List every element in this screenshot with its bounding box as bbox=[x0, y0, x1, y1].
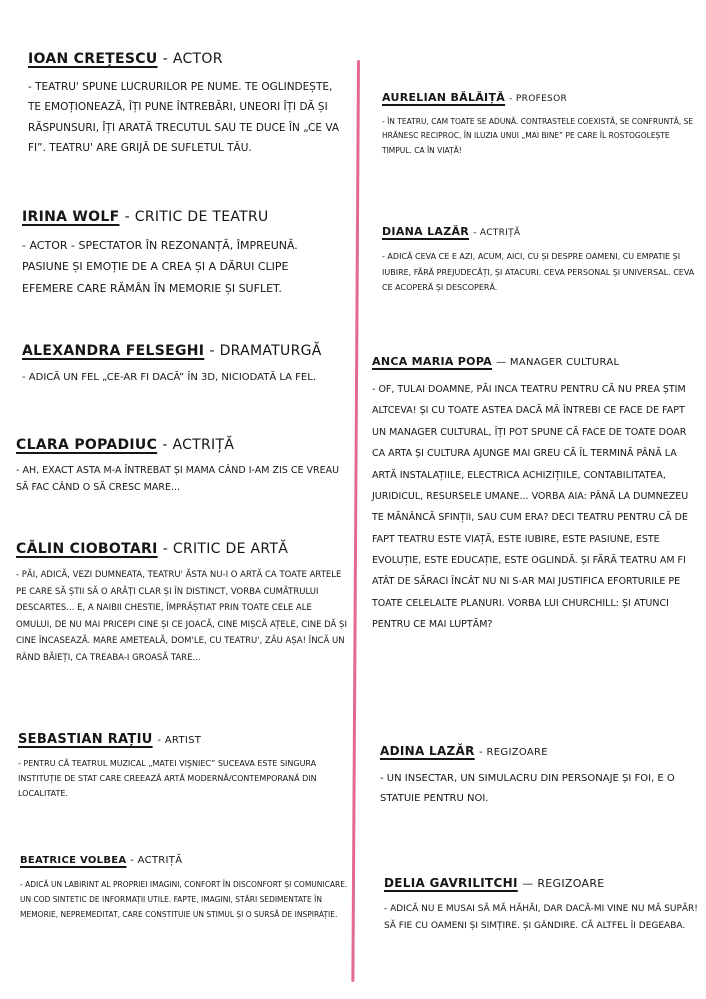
entry-quote: - PENTRU CĂ TEATRUL MUZICAL „MATEI VIŞNIEC” SUCEAVA ESTE SINGURA INSTITUȚIE DE STAT CARE CREEAZĂ ARTĂ MODERNĂ/CONTEMPORANĂ DIN LOCALITATE. bbox=[18, 759, 317, 798]
entry-heading bbox=[28, 51, 223, 67]
entry-heading bbox=[372, 355, 619, 368]
entry-role: - ACTOR bbox=[162, 51, 223, 67]
entry-role: - ACTRIȚĂ bbox=[130, 855, 183, 866]
entry-name: AURELIAN BĂLĂIȚĂ bbox=[382, 91, 506, 104]
entry-sebastian-ratiu bbox=[18, 728, 350, 801]
entry-name: ANCA MARIA POPA bbox=[372, 355, 492, 368]
entry-name: IOAN CREȚESCU bbox=[28, 51, 158, 67]
entry-heading bbox=[382, 91, 567, 104]
entry-calin-ciobotari bbox=[16, 538, 348, 666]
entry-delia-gavrilitchi bbox=[384, 872, 698, 934]
entry-name: SEBASTIAN RAȚIU bbox=[18, 732, 153, 747]
entry-quote: - ÎN TEATRU, CAM TOATE SE ADUNĂ. CONTRASTELE COEXISTĂ, SE CONFRUNTĂ, SE HRĂNESC RECIPROC, ÎN ILUZIA UNUI „MAI BINE” PE CARE ÎL ROSTOGOLEȘTE TIMPUL. CA ÎN VIAȚĂ! bbox=[382, 117, 694, 155]
entry-quote: - PĂI, ADICĂ, VEZI DUMNEATA, TEATRU' ĂSTA NU-I O ARTĂ CA TOATE ARTELE PE CARE SĂ ȘTII SĂ O ARĂȚI CLAR ȘI ÎN DISTINCT, VORBA CUMĂTRULUI DESCARTES... E, A NAIBII CHESTIE, ÎMPRĂȘTIAT PRIN TOATE CELE ALE OMULUI, DE NU MAI PRICEPI CINE ȘI CE JOACĂ, CINE MIȘCĂ AȚELE, CINE DĂ ȘI CINE ÎNCASEAZĂ. MARE AMETEALĂ, DOM'LE, CU TEATRU', ZĂU AȘA! ÎNCĂ UN RÂND BĂIEȚI, CA TREABA-I GROASĂ TARE... bbox=[16, 570, 347, 663]
entry-alexandra-felseghi bbox=[22, 340, 342, 387]
entry-heading bbox=[22, 209, 269, 225]
entry-heading bbox=[18, 732, 201, 747]
entry-heading bbox=[22, 343, 322, 359]
entry-clara-popadiuc bbox=[16, 434, 346, 496]
entry-diana-lazar bbox=[382, 220, 698, 296]
entry-role: - DRAMATURGĂ bbox=[209, 343, 322, 359]
entry-role: - PROFESOR bbox=[509, 94, 568, 104]
entry-role: - ARTIST bbox=[157, 735, 202, 746]
entry-anca-maria-popa bbox=[372, 350, 700, 636]
entry-quote: - ADICĂ UN LABIRINT AL PROPRIEI IMAGINI, CONFORT ÎN DISCONFORT ȘI COMUNICARE. UN COD SINTETIC DE INFORMAȚII UTILE. FAPTE, IMAGINI, STĂRI SEDIMENTATE ÎN MEMORIE, NEPREMEDITAT, CARE CONSTITUIE UN STIMUL ȘI O SURSĂ DE INSPIRAȚIE. bbox=[20, 880, 348, 919]
entry-role: - ACTRIȚĂ bbox=[473, 228, 521, 238]
entry-heading bbox=[20, 855, 182, 866]
entry-name: DIANA LAZĂR bbox=[382, 225, 470, 238]
entry-heading bbox=[382, 225, 520, 238]
entry-role: - ACTRIȚĂ bbox=[162, 437, 235, 453]
entry-name: BEATRICE VOLBEA bbox=[20, 855, 127, 866]
entry-name: ADINA LAZĂR bbox=[380, 744, 475, 758]
entry-aurelian-balaita bbox=[382, 86, 698, 158]
entry-quote: - ACTOR - SPECTATOR ÎN REZONANȚĂ, ÎMPREUNĂ. PASIUNE ȘI EMOȚIE DE A CREA ȘI A DĂRUI CLIPE EFEMERE CARE RĂMÂN ÎN MEMORIE ȘI SUFLET. bbox=[22, 239, 298, 295]
entry-ioan-cretescu bbox=[28, 48, 346, 159]
entry-quote: - TEATRU' SPUNE LUCRURILOR PE NUME. TE OGLINDEȘTE, TE EMOȚIONEAZĂ, ÎȚI PUNE ÎNTREBĂRI, UNEORI ÎȚI DĂ ȘI RĂSPUNSURI, ÎȚI ARATĂ TRECUTUL SAU TE DUCE ÎN „CE VA FI”. TEATRU' ARE GRIJĂ DE SUFLETUL TĂU. bbox=[28, 81, 340, 155]
entry-quote: - AH, EXACT ASTA M-A ÎNTREBAT ȘI MAMA CÂND I-AM ZIS CE VREAU SĂ FAC CÂND O SĂ CRESC MARE... bbox=[16, 465, 340, 493]
entry-heading bbox=[16, 437, 234, 453]
entry-name: CLARA POPADIUC bbox=[16, 437, 158, 453]
entry-name: IRINA WOLF bbox=[22, 209, 120, 225]
entry-adina-lazar bbox=[380, 740, 698, 809]
entry-heading bbox=[380, 744, 548, 758]
entry-role: - REGIZOARE bbox=[479, 747, 548, 758]
entry-role: — MANAGER CULTURAL bbox=[496, 357, 620, 368]
entry-role: - CRITIC DE ARTĂ bbox=[162, 541, 289, 557]
entry-beatrice-volbea bbox=[20, 848, 350, 922]
entry-quote: - OF, TULAI DOAMNE, PĂI INCA TEATRU PENTRU CĂ NU PREA ȘTIM ALTCEVA! ȘI CU TOATE ASTEA DACĂ MĂ ÎNTREBI CE FACE DE FAPT UN MANAGER CULTURAL, ÎȚI POT SPUNE CĂ FACE DE TOATE DOAR CA ARTA ȘI CULTURA AJUNGE MAI GREU CĂ ÎL TERMINĂ PÂNĂ LA ARTĂ INSTALAȚIILE, ELECTRICA ACHIZIȚIILE, CONTABILITATEA, JURIDICUL, RESURSELE UMANE... VORBA AIA: PÂNĂ LA DUMNEZEU TE MĂNÂNCĂ SFINȚII, SAU CUM ERA? DECI TEATRU PENTRU CĂ DE FAPT TEATRU ESTE VIAȚĂ, ESTE IUBIRE, ESTE PASIUNE, ESTE EVOLUȚIE, ESTE EDUCAȚIE, ESTE OGLINDĂ. ȘI FĂRĂ TEATRU AM FI ATÂT DE SĂRACI ÎNCÂT NU NI S-AR MAI JUSTIFICA EFORTURILE PE TOATE CELELALTE PLANURI. VORBA LUI CHURCHILL: ȘI ATUNCI PENTRU CE MAI LUPTĂM? bbox=[372, 384, 689, 631]
entry-role: — REGIZOARE bbox=[522, 877, 605, 890]
entry-quote: - ADICĂ CEVA CE E AZI, ACUM, AICI, CU ȘI DESPRE OAMENI, CU EMPATIE ȘI IUBIRE, FĂRĂ PREJUDECĂȚI, ȘI ATACURI. CEVA PERSONAL ȘI UNIVERSAL. CEVA CE ACOPERĂ ȘI DESCOPERĂ. bbox=[382, 252, 695, 293]
entry-irina-wolf bbox=[22, 206, 342, 299]
entry-name: DELIA GAVRILITCHI bbox=[384, 876, 518, 890]
entry-quote: - UN INSECTAR, UN SIMULACRU DIN PERSONAJE ȘI FOI, E O STATUIE PENTRU NOI. bbox=[380, 773, 675, 804]
entry-role: - CRITIC DE TEATRU bbox=[124, 209, 269, 225]
entry-heading bbox=[384, 876, 605, 890]
entry-heading bbox=[16, 541, 288, 557]
entry-name: CĂLIN CIOBOTARI bbox=[16, 541, 158, 557]
entry-quote: - ADICĂ NU E MUSAI SĂ MĂ HĂHĂI, DAR DACĂ-MI VINE NU MĂ SUPĂR! SĂ FIE CU OAMENI ȘI SIMȚIRE. ȘI GÂNDIRE. CĂ ALTFEL ÎI DEGEABA. bbox=[384, 904, 698, 931]
entry-quote: - ADICĂ UN FEL „CE-AR FI DACĂ” ÎN 3D, NICIODATĂ LA FEL. bbox=[22, 372, 316, 383]
entry-name: ALEXANDRA FELSEGHI bbox=[22, 343, 205, 359]
vertical-divider-line bbox=[351, 60, 360, 982]
